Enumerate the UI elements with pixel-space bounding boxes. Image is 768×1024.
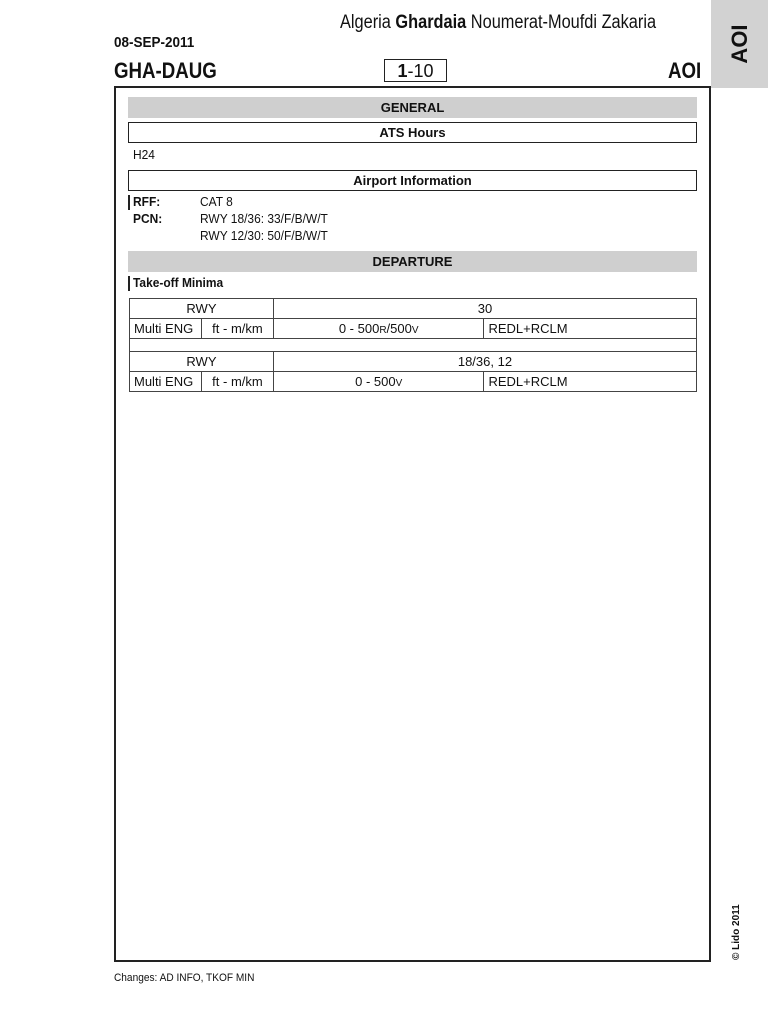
chart-date: 08-SEP-2011 [114, 34, 195, 51]
table-row [130, 299, 697, 319]
page-number-minor: -10 [407, 61, 434, 81]
minima-value [273, 372, 484, 392]
minima-suffix-v: V [411, 325, 419, 336]
changes-note: Changes: AD INFO, TKOF MIN [114, 972, 255, 984]
takeoff-table-rwy-30 [129, 298, 697, 392]
rwy-value: 18/36, 12 [273, 352, 696, 372]
minima-separator: /500 [386, 321, 412, 336]
table-row [130, 372, 697, 392]
minima-main: 0 - 500 [355, 374, 396, 389]
general-heading: GENERAL [128, 97, 697, 118]
engine-type: Multi ENG [130, 319, 202, 339]
rff-label: RFF: [133, 194, 161, 209]
requirement: REDL+RCLM [484, 319, 697, 339]
airport-title [340, 12, 656, 34]
city-name: Ghardaia [395, 12, 467, 33]
rwy-value: 30 [273, 299, 696, 319]
minima-suffix-r: R [379, 325, 387, 336]
airport-name: Noumerat-Moufdi Zakaria [470, 12, 657, 33]
ats-hours-value: H24 [133, 147, 155, 162]
minima-main: 0 - 500 [338, 321, 380, 336]
country-name: Algeria [340, 12, 391, 33]
pcn-line-2: RWY 12/30: 50/F/B/W/T [200, 228, 328, 243]
rwy-label: RWY [130, 352, 274, 372]
minima-value [273, 319, 484, 339]
table-spacer-row [130, 339, 697, 352]
change-bar [128, 195, 130, 210]
rwy-label: RWY [130, 299, 274, 319]
table-row [130, 352, 697, 372]
unit: ft - m/km [201, 319, 273, 339]
pcn-line-1: RWY 18/36: 33/F/B/W/T [200, 211, 328, 226]
unit: ft - m/km [201, 372, 273, 392]
pcn-label: PCN: [133, 211, 163, 226]
copyright-notice: © Lido 2011 [731, 904, 742, 960]
section-tab[interactable] [711, 0, 768, 88]
section-code: AOI [668, 58, 702, 83]
airport-info-heading: Airport Information [128, 170, 697, 191]
table-row [130, 319, 697, 339]
spacer-cell [130, 339, 697, 352]
page-number-major: 1 [397, 61, 408, 81]
departure-heading: DEPARTURE [128, 251, 697, 272]
section-tab-label: AOI [726, 24, 752, 64]
takeoff-minima-title: Take-off Minima [133, 275, 224, 290]
airport-codes: GHA-DAUG [114, 58, 217, 83]
requirement: REDL+RCLM [484, 372, 697, 392]
rff-value: CAT 8 [200, 194, 233, 209]
minima-suffix-v: V [395, 378, 403, 389]
change-bar [128, 276, 130, 291]
page-number [384, 59, 447, 82]
ats-hours-heading: ATS Hours [128, 122, 697, 143]
engine-type: Multi ENG [130, 372, 202, 392]
